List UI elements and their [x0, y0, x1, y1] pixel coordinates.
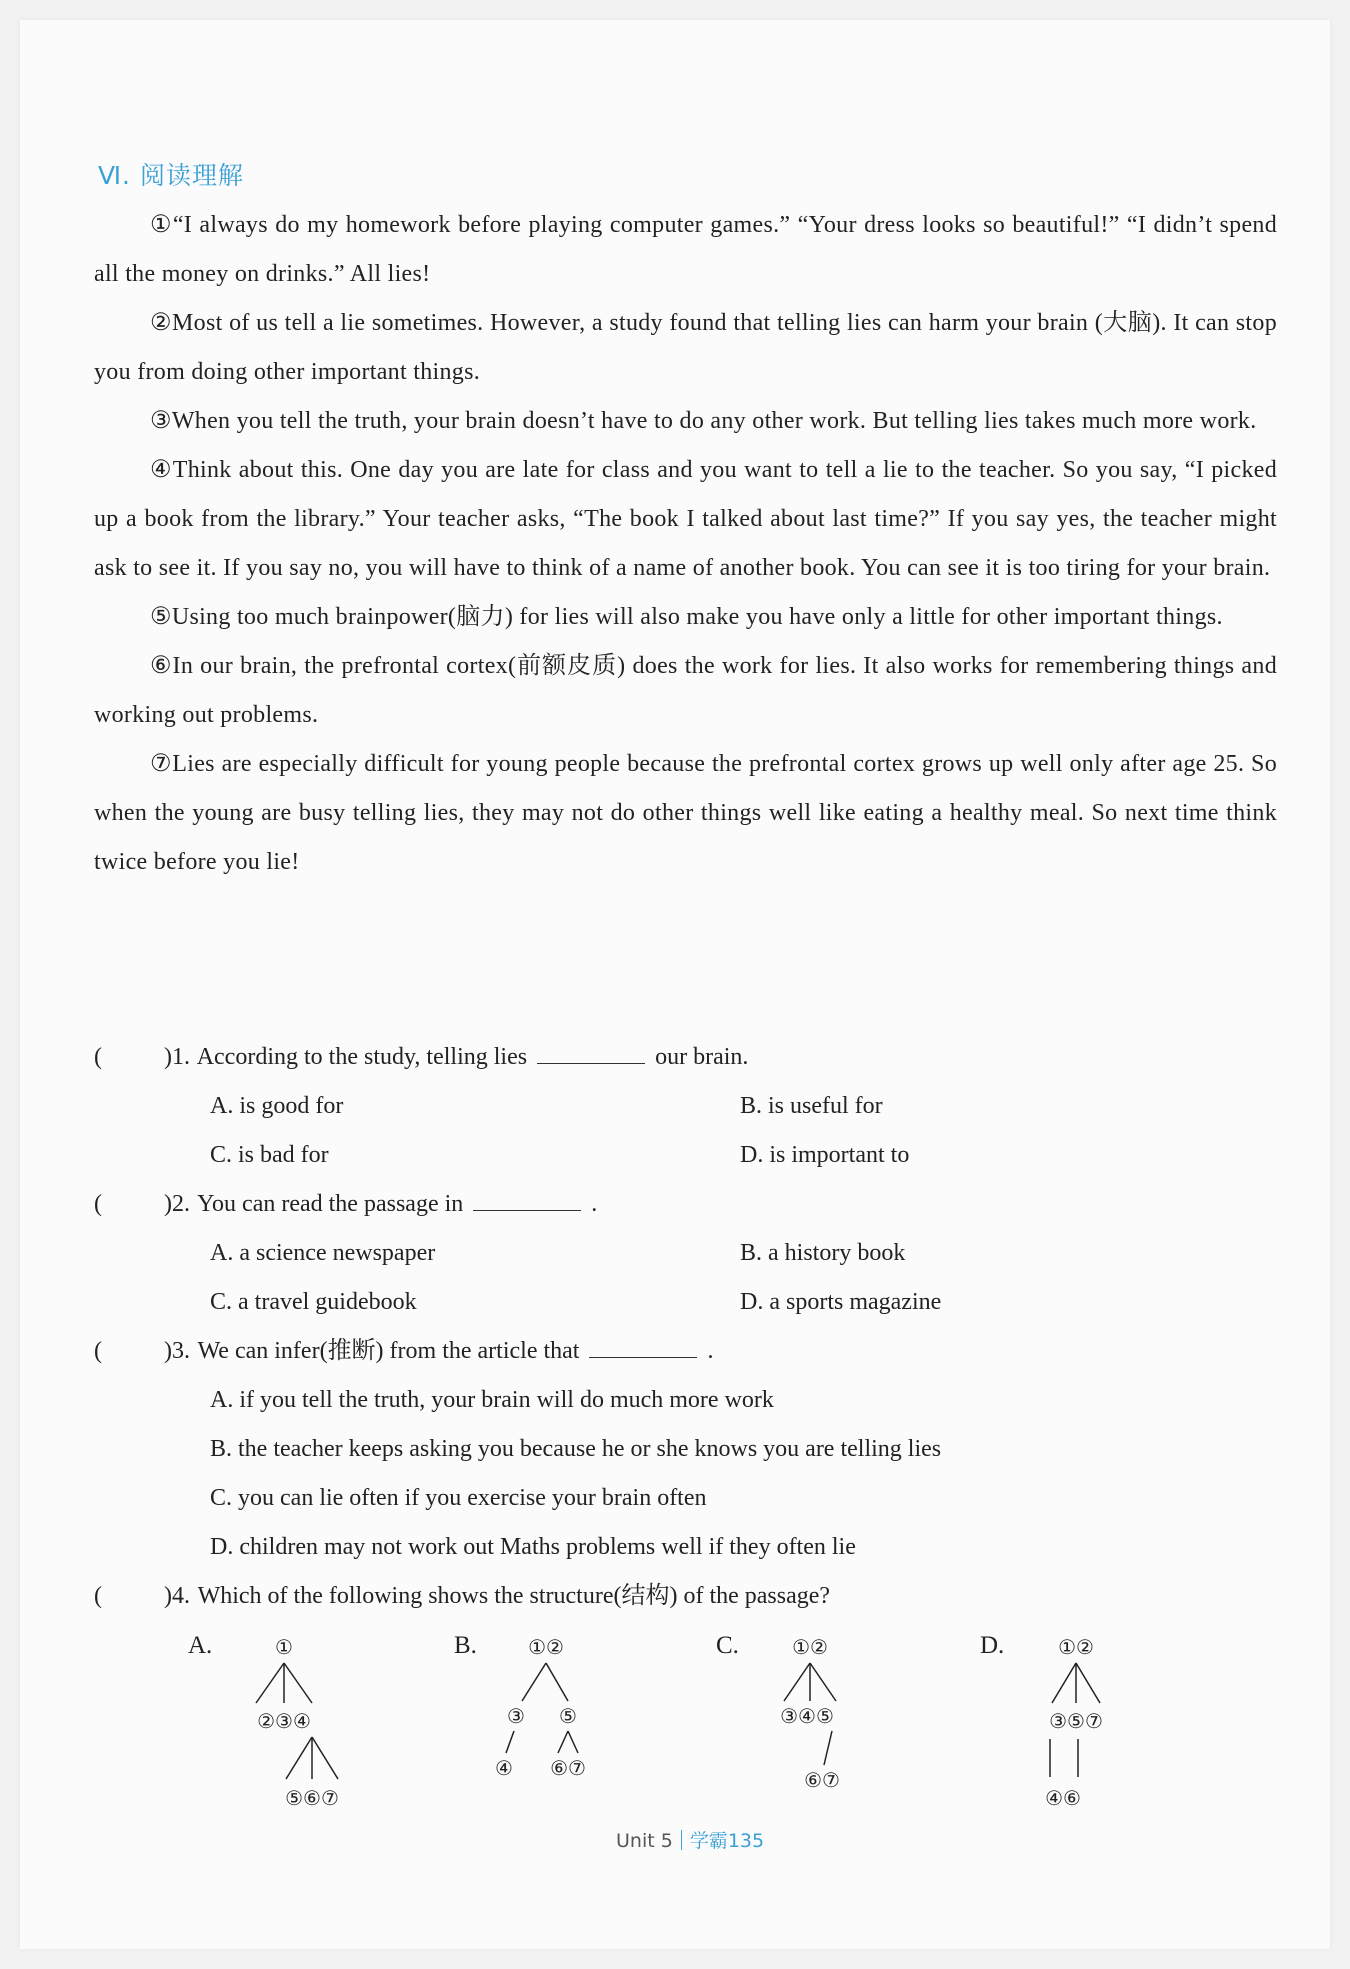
- answer-paren-close: ): [164, 1338, 172, 1364]
- question-stem: [172, 1180, 597, 1229]
- answer-paren-open: (: [94, 1044, 102, 1070]
- node-bottom: [1045, 1786, 1081, 1810]
- reading-passage: [94, 201, 1277, 887]
- page-number: 135: [727, 1830, 765, 1852]
- node-middle: ②③④: [257, 1709, 311, 1733]
- answer-paren-open: (: [94, 1583, 102, 1609]
- diagram-label-b: B.: [454, 1632, 477, 1659]
- option-c: C. you can lie often if you exercise your brain often: [210, 1485, 707, 1511]
- option-d: D. a sports magazine: [740, 1289, 942, 1315]
- option-d: D. is important to: [740, 1142, 910, 1168]
- option-b: B. the teacher keeps asking you because he or she knows you are telling lies: [210, 1436, 942, 1462]
- node-middle: ③⑤⑦: [1049, 1709, 1103, 1733]
- question-number: 3.: [172, 1338, 190, 1364]
- option-b: B. a history book: [740, 1240, 906, 1266]
- stem-text: Which of the following shows the structure(结构) of the passage?: [197, 1583, 831, 1609]
- question-stem: [172, 1033, 748, 1082]
- question-1: [94, 1033, 1277, 1180]
- option-a: A. a science newspaper: [210, 1240, 436, 1266]
- answer-blank: [589, 1335, 697, 1358]
- option-d: D. children may not work out Maths problems well if they often lie: [210, 1534, 856, 1560]
- node-bottom: ⑤⑥⑦: [285, 1786, 339, 1810]
- option-c: C. is bad for: [210, 1142, 329, 1168]
- node-bottom-right: ⑥⑦: [550, 1756, 586, 1780]
- node-bottom-left: ④: [1045, 1786, 1063, 1810]
- question-4: [94, 1572, 1277, 1621]
- node-top: ①②: [1058, 1635, 1094, 1659]
- option-c: C. a travel guidebook: [210, 1289, 417, 1315]
- diagram-label-d: D.: [980, 1632, 1005, 1659]
- diagram-label-a: A.: [188, 1632, 213, 1659]
- stem-after: our brain.: [655, 1044, 749, 1070]
- node-middle-left: ③: [507, 1704, 525, 1728]
- paragraph-7: ⑦Lies are especially difficult for young people because the prefrontal cortex grows up well only after age 25. So when the young are busy telling lies, they may not do other things well like eating a healthy meal. So next time think twice before you lie!: [94, 751, 1277, 875]
- node-bottom: ⑥⑦: [804, 1768, 840, 1792]
- question-stem: [172, 1572, 830, 1621]
- answer-paren-close: ): [164, 1044, 172, 1070]
- answer-paren-close: ): [164, 1191, 172, 1217]
- node-middle-right: ⑤: [559, 1704, 577, 1728]
- option-a: A. is good for: [210, 1093, 344, 1119]
- stem-after: .: [707, 1338, 714, 1364]
- question-number: 2.: [172, 1191, 190, 1217]
- node-top: ①②: [792, 1635, 828, 1659]
- question-2: [94, 1180, 1277, 1327]
- node-bottom-right: ⑥: [1063, 1786, 1081, 1810]
- paragraph-1: ①“I always do my homework before playing computer games.” “Your dress looks so beautiful!” “I didn’t spend all the money on drinks.” All lies!: [94, 212, 1277, 287]
- paragraph-5: ⑤Using too much brainpower(脑力) for lies will also make you have only a little for other important things.: [150, 604, 1223, 630]
- section-title: Ⅵ. 阅读理解: [98, 161, 244, 190]
- structure-diagram-d: [1028, 1625, 1188, 1825]
- node-middle: ③④⑤: [780, 1704, 834, 1728]
- answer-paren-open: (: [94, 1191, 102, 1217]
- answer-paren-close: ): [164, 1583, 172, 1609]
- node-top: ①②: [528, 1635, 564, 1659]
- question-number: 4.: [172, 1583, 190, 1609]
- footer-divider: [681, 1830, 682, 1850]
- stem-after: .: [591, 1191, 598, 1217]
- answer-paren-open: (: [94, 1338, 102, 1364]
- node-top: ①: [275, 1635, 293, 1659]
- brand-label: 学霸: [689, 1830, 728, 1852]
- diagram-label-c: C.: [716, 1632, 739, 1659]
- structure-diagram-c: [762, 1625, 922, 1825]
- paragraph-3: ③When you tell the truth, your brain doesn’t have to do any other work. But telling lies takes much more work.: [150, 408, 1257, 434]
- stem-before: According to the study, telling lies: [196, 1044, 528, 1070]
- structure-diagram-a: [232, 1625, 392, 1825]
- stem-before: You can read the passage in: [197, 1191, 464, 1217]
- workbook-page: [20, 20, 1330, 1949]
- page-footer: [616, 1826, 764, 1853]
- question-3: [94, 1327, 1277, 1572]
- node-bottom-left: ④: [495, 1756, 513, 1780]
- question-stem: [172, 1327, 713, 1376]
- answer-blank: [473, 1188, 581, 1211]
- structure-diagram-b: [495, 1625, 658, 1825]
- unit-label: Unit 5: [616, 1830, 673, 1852]
- stem-before: We can infer(推断) from the article that: [197, 1338, 580, 1364]
- paragraph-2: ②Most of us tell a lie sometimes. However, a study found that telling lies can harm your brain (大脑). It can stop you from doing other important things.: [94, 310, 1277, 385]
- option-a: A. if you tell the truth, your brain will do much more work: [210, 1387, 774, 1413]
- option-b: B. is useful for: [740, 1093, 883, 1119]
- question-number: 1.: [172, 1044, 190, 1070]
- paragraph-4: ④Think about this. One day you are late for class and you want to tell a lie to the teacher. So you say, “I picked up a book from the library.” Your teacher asks, “The book I talked about last time?” If you say yes, the teacher might ask to see it. If you say no, you will have to think of a name of another book. You can see it is too tiring for your brain.: [94, 457, 1277, 581]
- paragraph-6: ⑥In our brain, the prefrontal cortex(前额皮质) does the work for lies. It also works for remembering things and working out problems.: [94, 653, 1277, 728]
- answer-blank: [537, 1041, 645, 1064]
